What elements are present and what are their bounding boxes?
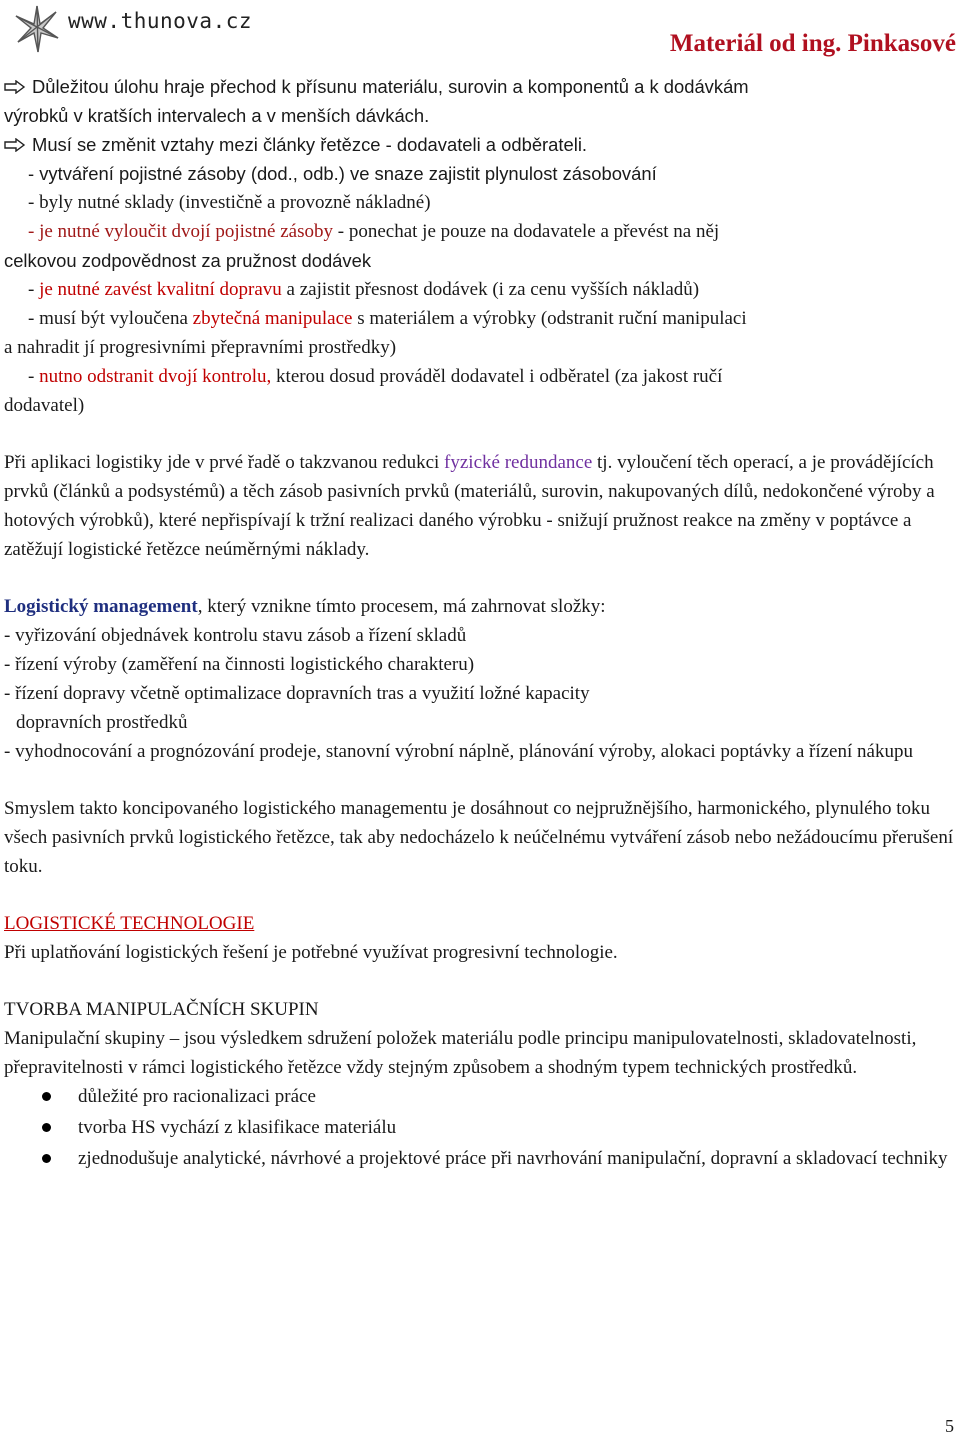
bullet-text: důležité pro racionalizaci práce: [78, 1086, 316, 1107]
management-intro-rest: , který vznikne tímto procesem, má zahrnovat složky:: [197, 596, 606, 617]
bullet-icon: [42, 1092, 51, 1101]
line7-start: -: [28, 279, 40, 300]
arrow-right-icon: [4, 138, 26, 152]
line3b: ) ve snaze zajistit plynulost zásobování: [338, 163, 657, 184]
redundance-highlight: fyzické redundance: [444, 452, 593, 473]
line8-rest: s materiálem a výrobky (odstranit ruční manipulaci: [352, 308, 747, 329]
line-dodavatel: dodavatel): [4, 395, 85, 416]
line-kontrola: [4, 362, 956, 391]
management-item-1: - vyřizování objednávek kontrolu stavu zásob a řízení skladů: [4, 625, 467, 646]
line10-highlight: nutno odstranit dvojí kontrolu,: [39, 366, 272, 387]
site-url[interactable]: www.thunova.cz: [68, 9, 253, 33]
line-vyloucit: [4, 217, 956, 246]
list-item: [4, 1113, 956, 1142]
line5-highlight: - je nutné vyloučit dvojí pojistné zásoby: [28, 221, 334, 242]
heading-tvorba-skupin: TVORBA MANIPULAČNÍCH SKUPIN: [4, 999, 319, 1020]
bullet-icon: [42, 1123, 51, 1132]
line-manipulace: [4, 304, 956, 333]
skupiny-bullet-list: [4, 1082, 956, 1173]
management-item-2: - řízení výroby (zaměření na činnosti logistického charakteru): [4, 654, 475, 675]
skupiny-text: Manipulační skupiny – jsou výsledkem sdružení položek materiálu podle principu manipulovatelnosti, skladovatelnosti, přepravitelnosti v rámci logistického řetězce vždy stejným způsobem a shodným typem technických prostředků.: [4, 1028, 917, 1078]
line-sklady: - byly nutné sklady (investičně a provozně nákladné): [28, 192, 431, 213]
arrow-line-1-text: Důležitou úlohu hraje přechod k přísunu materiálu, surovin a komponentů a k dodávkám: [32, 76, 749, 97]
line8-start: - musí být vyloučena: [28, 308, 193, 329]
line-pojistne-zasoby: [4, 159, 956, 188]
management-item-3b: dopravních prostředků: [16, 712, 188, 733]
line7-highlight: je nutné zavést kvalitní dopravu: [39, 279, 282, 300]
page-content: [4, 72, 956, 1173]
arrow-line-1: [4, 72, 956, 101]
heading-logisticke-technologie: LOGISTICKÉ TECHNOLOGIE: [4, 913, 255, 934]
line10-rest: kterou dosud prováděl dodavatel i odběratel (za jakost ručí: [271, 366, 723, 387]
paragraph-redundance: [4, 448, 956, 564]
list-item: [4, 1082, 956, 1111]
redundance-start: Při aplikaci logistiky jde v prvé řadě o takzvanou redukci: [4, 452, 445, 473]
line5-rest: - ponechat je pouze na dodavatele a převést na něj: [333, 221, 720, 242]
paragraph-smysl: Smyslem takto koncipovaného logistického managementu je dosáhnout co nejpružnějšího, harmonického, plynulého toku všech pasivních prvků logistického řetězce, tak aby nedocházelo k neúčelnému vytváření zásob nebo nežádoucímu přerušení toku.: [4, 798, 954, 877]
management-term: Logistický management: [4, 596, 198, 617]
arrow-line-1b-text: výrobků v kratších intervalech a v menších dávkách.: [4, 105, 430, 126]
line3a: - vytváření pojistné zásoby (dod., odb.: [28, 163, 339, 184]
bullet-text: zjednodušuje analytické, návrhové a projektové práce při navrhování manipulační, dopravní a skladovací techniky: [78, 1148, 948, 1169]
bullet-text: tvorba HS vychází z klasifikace materiálu: [78, 1117, 397, 1138]
line8-highlight: zbytečná manipulace: [192, 308, 353, 329]
arrow-line-2: [4, 130, 956, 159]
management-intro: [4, 592, 956, 621]
tech-text: Při uplatňování logistických řešení je potřebné využívat progresivní technologie.: [4, 942, 618, 963]
star-logo-icon: [14, 2, 60, 54]
line10-start: -: [28, 366, 40, 387]
arrow-line-1b: [4, 101, 956, 130]
line-prepravni: a nahradit jí progresivními přepravními prostředky): [4, 337, 397, 358]
line7-rest: a zajistit přesnost dodávek (i za cenu vyšších nákladů): [281, 279, 700, 300]
page-number: 5: [945, 1416, 954, 1436]
bullet-icon: [42, 1154, 51, 1163]
list-item: [4, 1144, 956, 1173]
header-title: Materiál od ing. Pinkasové: [669, 30, 956, 57]
site-logo[interactable]: [14, 2, 252, 54]
management-item-3: - řízení dopravy včetně optimalizace dopravních tras a využití ložné kapacity: [4, 683, 590, 704]
redundance-rest: tj. vyloučení těch operací, a je provádějících prvků (článků a podsystémů) a těch zásob pasivních prvků (materiálů, surovin, nakupovaných dílů, nedokončené výroby a hotových výrobků), které nepřispívají k tržní realizaci daného výrobku - snižují pružnost reakce na změny v poptávce a zatěžují logistické řetězce neúměrnými náklady.: [4, 452, 935, 560]
line-doprava: [4, 275, 956, 304]
arrow-line-2-text: Musí se změnit vztahy mezi články řetězce - dodavateli a odběrateli.: [32, 134, 588, 155]
arrow-right-icon: [4, 80, 26, 94]
management-item-4: - vyhodnocování a prognózování prodeje, stanovní výrobní náplně, plánování výroby, alokaci poptávky a řízení nákupu: [4, 741, 913, 762]
line-zodpovednost: celkovou zodpovědnost za pružnost dodávek: [4, 250, 372, 271]
